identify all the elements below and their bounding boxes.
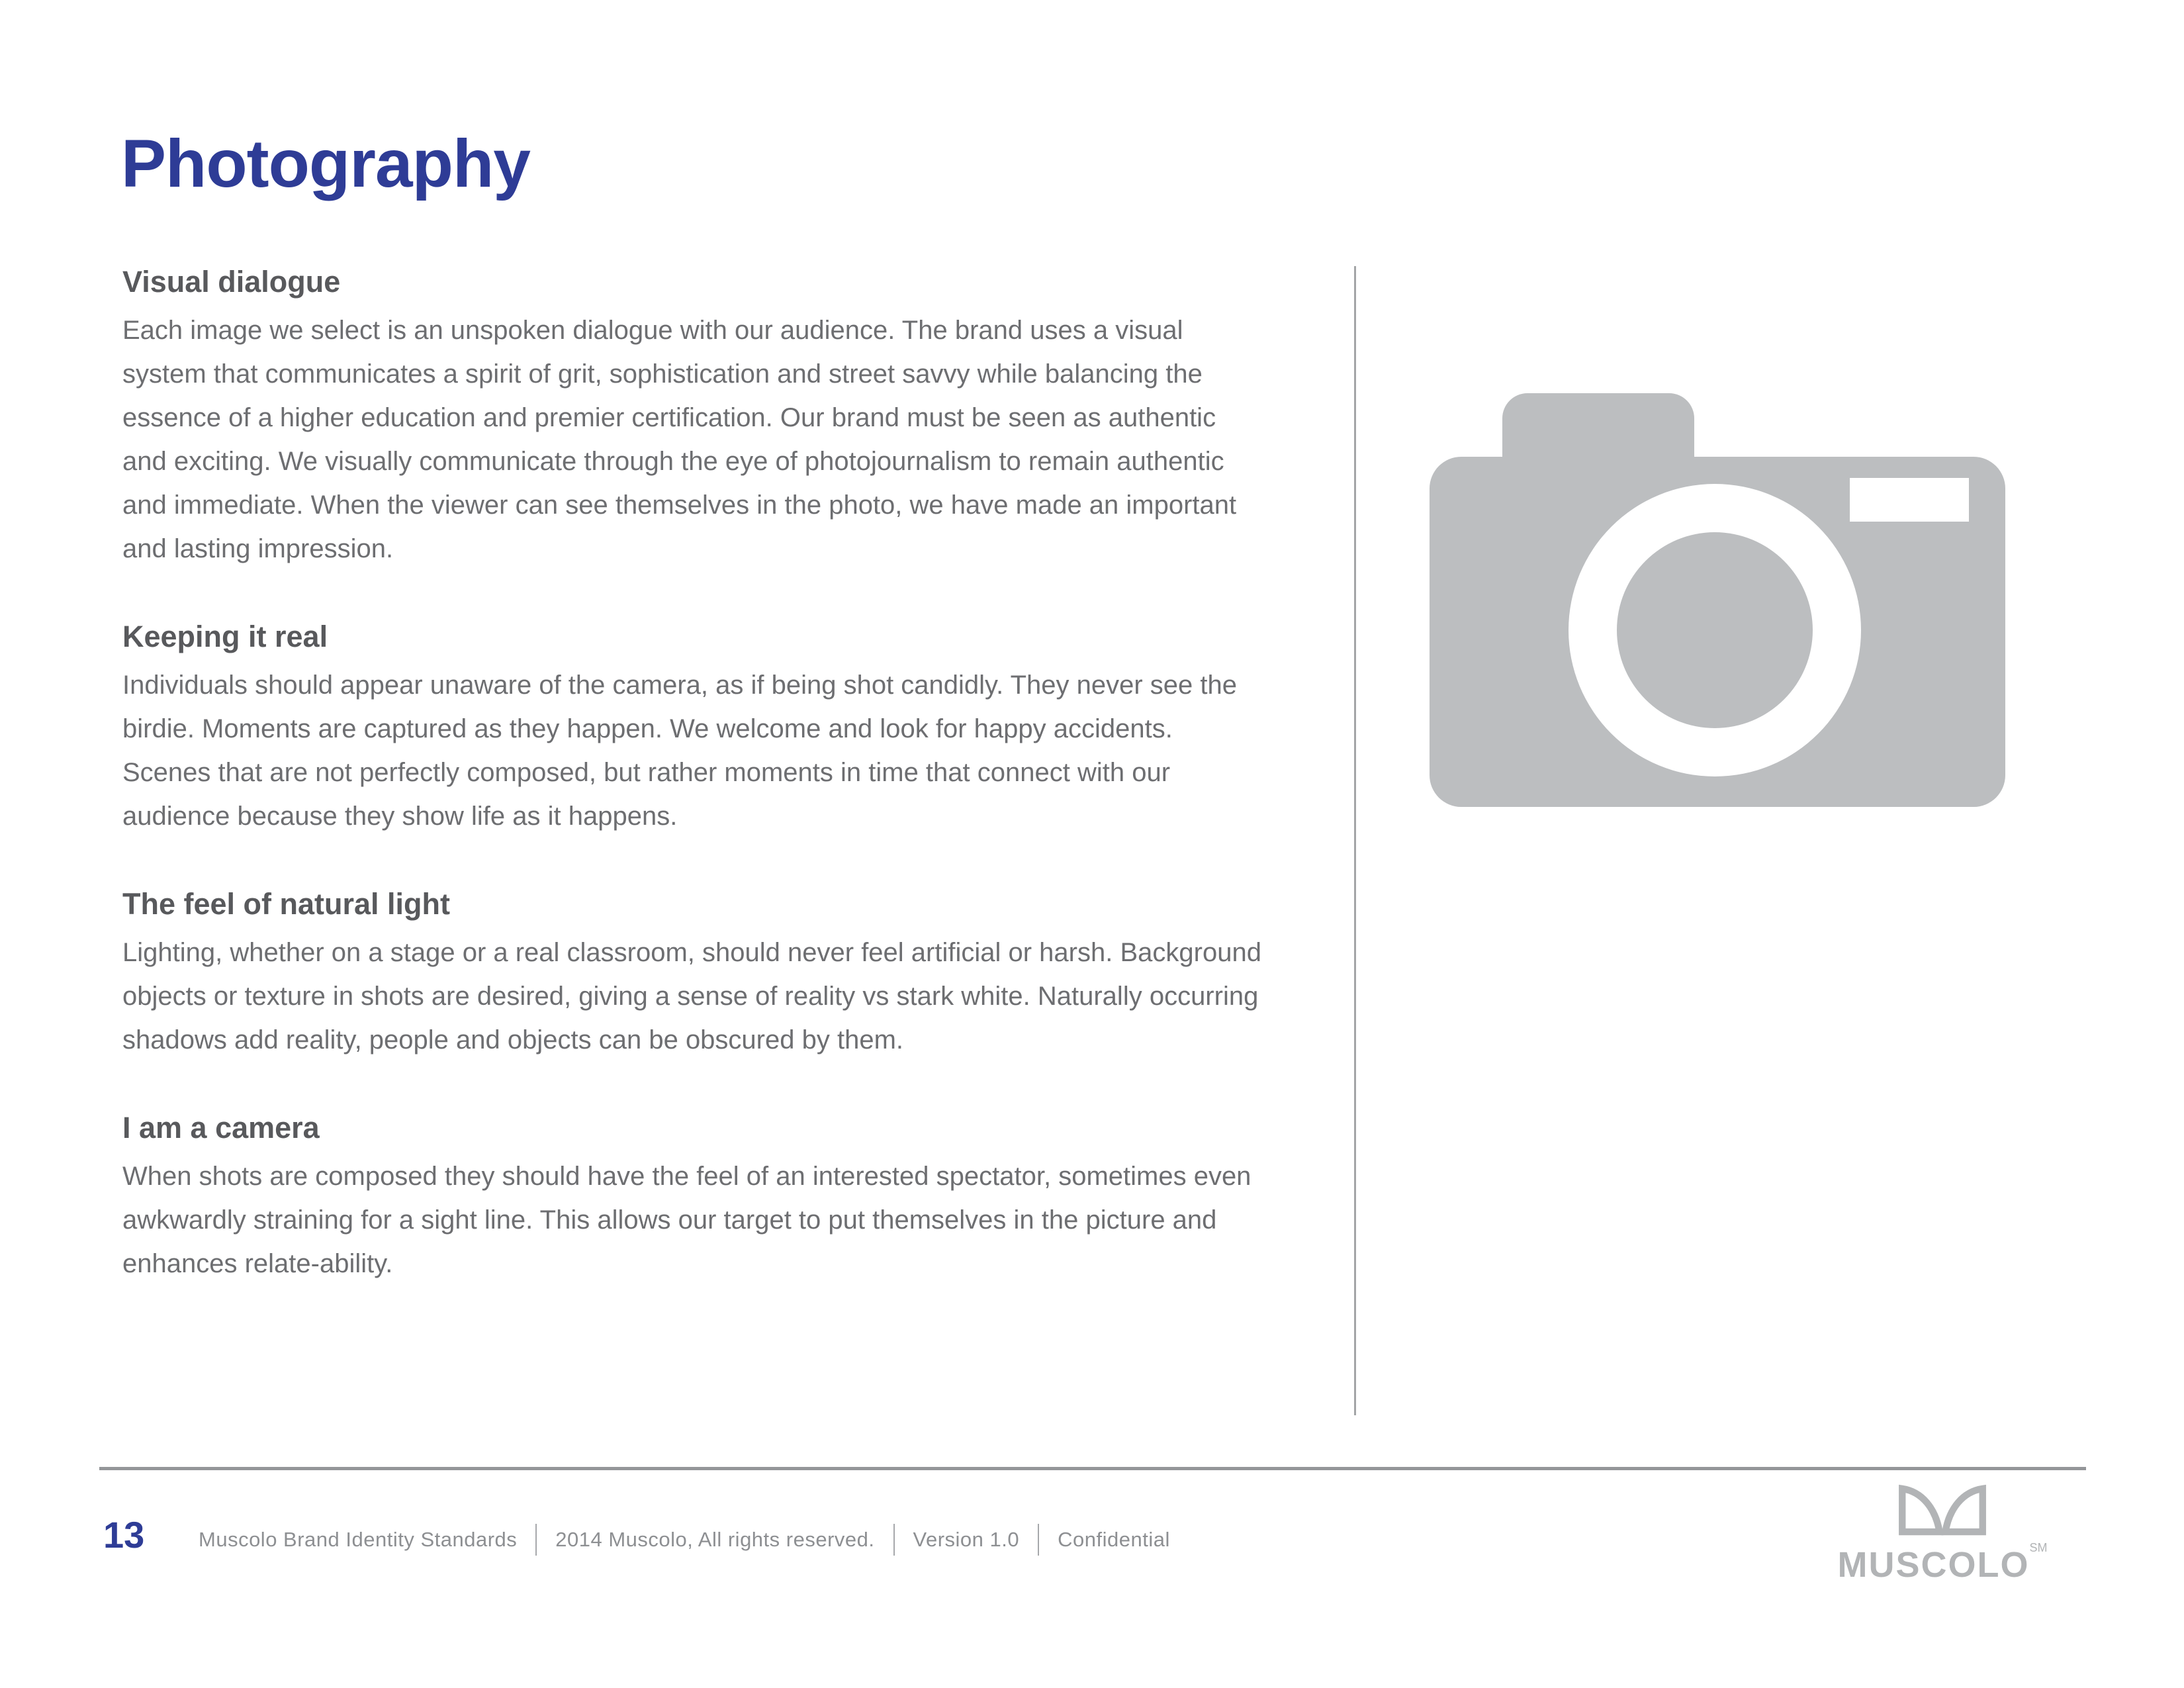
footer-item-version: Version 1.0 bbox=[913, 1528, 1020, 1551]
section-heading: The feel of natural light bbox=[122, 887, 451, 921]
page-title: Photography bbox=[121, 126, 530, 201]
section-body: Lighting, whether on a stage or a real classroom, should never feel artificial or harsh. Background objects or texture in shots are desired, giving a sense of reality vs stark white. Naturally occurring shadows add reality, people and objects can be obscured by them. bbox=[122, 938, 1261, 1055]
section-heading: I am a camera bbox=[122, 1111, 320, 1145]
content-column bbox=[122, 263, 1264, 1286]
open-book-logo-icon bbox=[1893, 1483, 1992, 1536]
vertical-divider bbox=[1354, 266, 1356, 1415]
section-body: When shots are composed they should have the feel of an interested spectator, sometimes even awkwardly straining for a sight line. This allows our target to put themselves in the picture and enhances relate-ability. bbox=[122, 1162, 1251, 1278]
section-body: Each image we select is an unspoken dialogue with our audience. The brand uses a visual system that communicates a spirit of grit, sophistication and street savvy while balancing the essence of a higher education and premier certification. Our brand must be seen as authentic and exciting. We visually communicate through the eye of photojournalism to remain authentic and immediate. When the viewer can see themselves in the photo, we have made an important and lasting impression. bbox=[122, 316, 1237, 563]
logo-wordmark bbox=[1833, 1541, 2052, 1585]
footer-separator bbox=[893, 1524, 895, 1556]
section-heading: Keeping it real bbox=[122, 620, 328, 653]
footer-separator bbox=[1038, 1524, 1039, 1556]
camera-icon bbox=[1430, 393, 2005, 807]
page-number: 13 bbox=[103, 1514, 145, 1556]
logo-service-mark: SM bbox=[2029, 1541, 2048, 1554]
footer-item-brand-standards: Muscolo Brand Identity Standards bbox=[199, 1528, 518, 1551]
muscolo-logo bbox=[1833, 1483, 2052, 1585]
section-natural-light bbox=[122, 886, 1264, 1062]
footer-meta bbox=[199, 1523, 1170, 1557]
section-i-am-a-camera bbox=[122, 1109, 1264, 1286]
footer-rule bbox=[99, 1467, 2086, 1470]
section-heading: Visual dialogue bbox=[122, 265, 341, 299]
section-keeping-it-real bbox=[122, 618, 1264, 838]
footer-item-rights: 2014 Muscolo, All rights reserved. bbox=[555, 1528, 875, 1551]
footer-separator bbox=[535, 1524, 537, 1556]
footer-item-confidential: Confidential bbox=[1058, 1528, 1170, 1551]
section-body: Individuals should appear unaware of the camera, as if being shot candidly. They never see the birdie. Moments are captured as they happen. We welcome and look for happy accidents. Scenes that are not perfectly composed, but rather moments in time that connect with our audience because they show life as it happens. bbox=[122, 671, 1238, 831]
section-visual-dialogue bbox=[122, 263, 1264, 571]
logo-wordmark-text: MUSCOLO bbox=[1837, 1545, 2030, 1585]
